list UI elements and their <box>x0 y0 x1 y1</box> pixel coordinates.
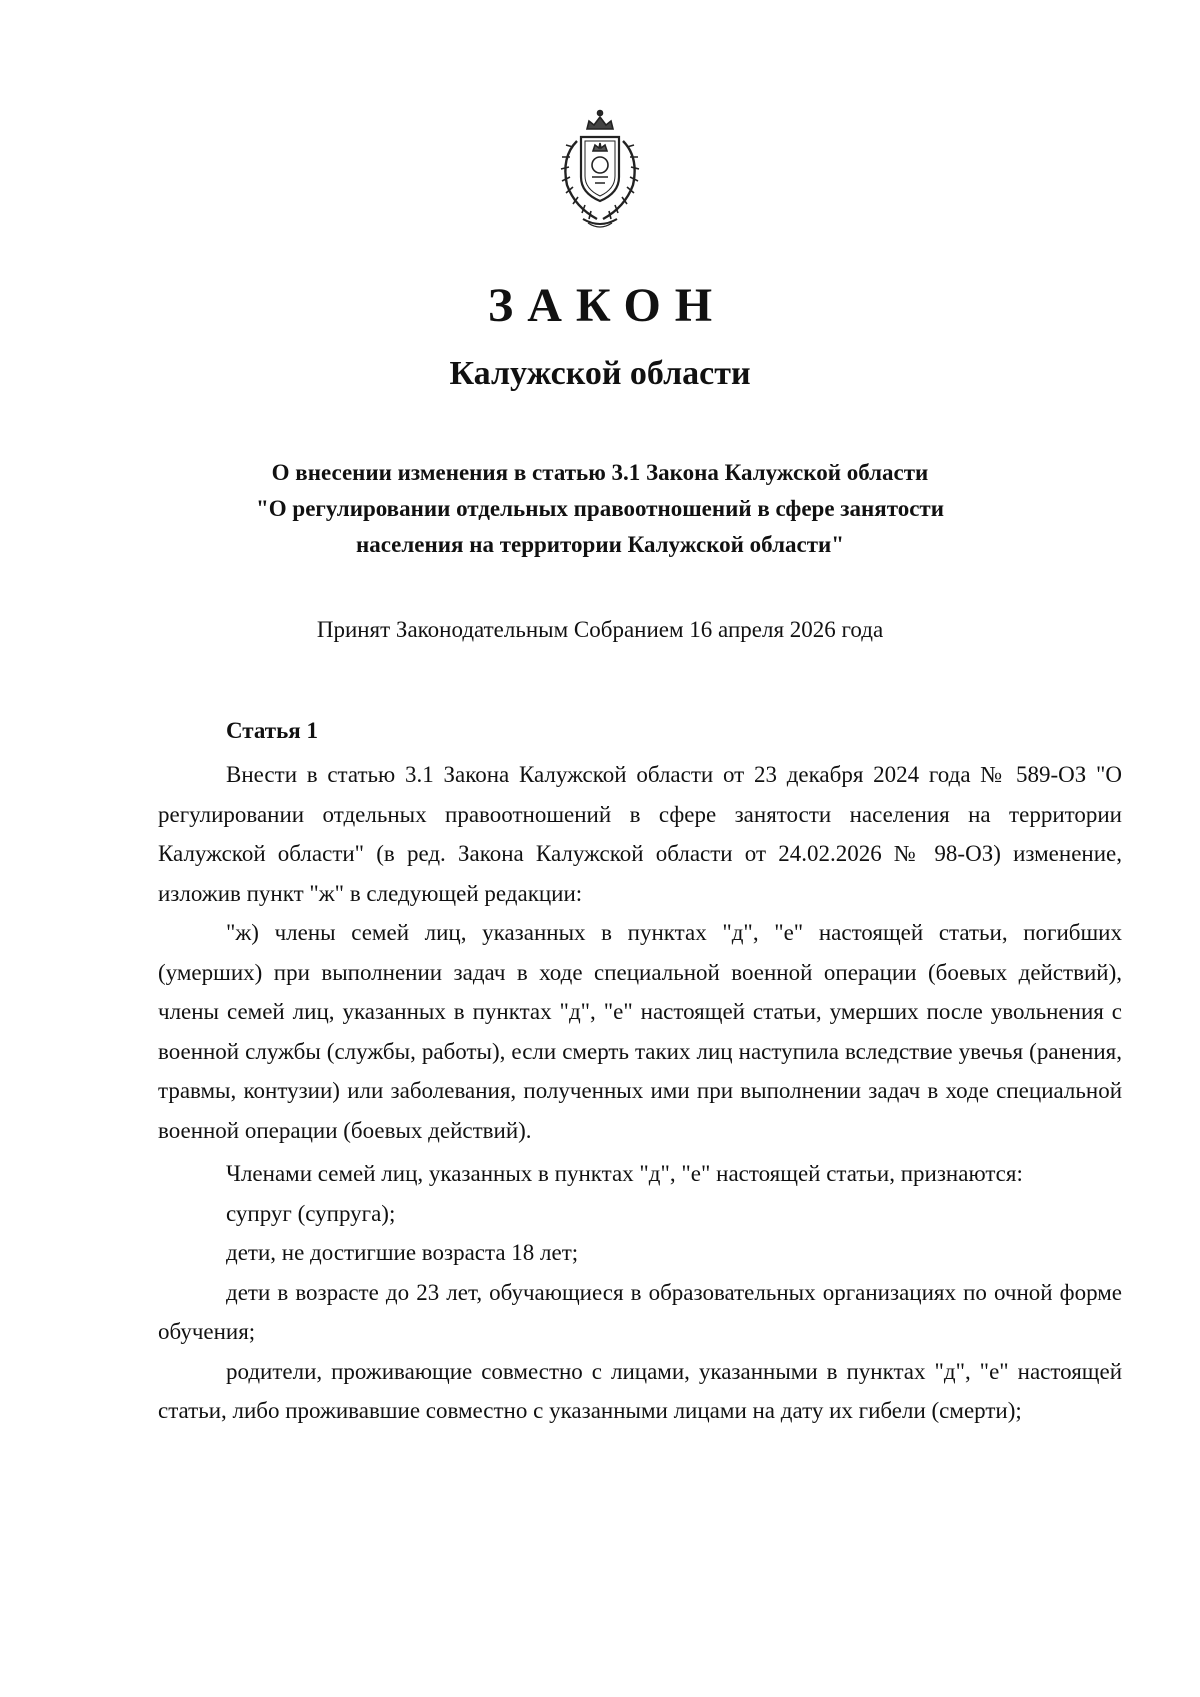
adoption-note: Принят Законодательным Собранием 16 апреля 2026 года <box>316 617 884 642</box>
paragraph: родители, проживающие совместно с лицами, указанными в пунктах "д", "е" настоящей статьи, либо проживавшие совместно с указанными лицами на дату их гибели (смерти); <box>158 1358 1122 1423</box>
coat-of-arms-icon <box>543 107 657 233</box>
title-line: населения на территории Калужской области" <box>355 532 845 557</box>
paragraph: Членами семей лиц, указанных в пунктах "д", "е" настоящей статьи, признаются: <box>226 1161 1023 1186</box>
article-body <box>158 755 1122 1431</box>
article-heading: Статья 1 <box>226 718 318 743</box>
document-type: ЗАКОН <box>487 279 727 332</box>
paragraph: дети в возрасте до 23 лет, обучающиеся в образовательных организациях по очной форме обучения; <box>158 1279 1122 1344</box>
paragraph: Внести в статью 3.1 Закона Калужской области от 23 декабря 2024 года № 589-ОЗ "О регулировании отдельных правоотношений в сфере занятости населения на территории Калужской области" (в ред. Закона Калужской области от 24.02.2026 № 98-ОЗ) изменение, изложив пункт "ж" в следующей редакции: <box>158 762 1122 906</box>
paragraph: "ж) члены семей лиц, указанных в пунктах "д", "е" настоящей статьи, погибших (умерших) при выполнении задач в ходе специальной военной операции (боевых действий), члены семей лиц, указанных в пунктах "д", "е" настоящей статьи, умерших после увольнения с военной службы (службы, работы), если смерть таких лиц наступила вследствие увечья (ранения, травмы, контузии) или заболевания, полученных ими при выполнении задач в ходе специальной военной операции (боевых действий). <box>158 920 1122 1143</box>
document-title <box>160 455 1040 563</box>
title-line: О внесении изменения в статью 3.1 Закона Калужской области <box>271 460 929 485</box>
paragraph: супруг (супруга); <box>226 1200 396 1226</box>
paragraph: дети, не достигшие возраста 18 лет; <box>226 1240 579 1265</box>
title-line: "О регулировании отдельных правоотношений в сфере занятости <box>256 496 944 521</box>
issuer-name: Калужской области <box>449 355 751 392</box>
